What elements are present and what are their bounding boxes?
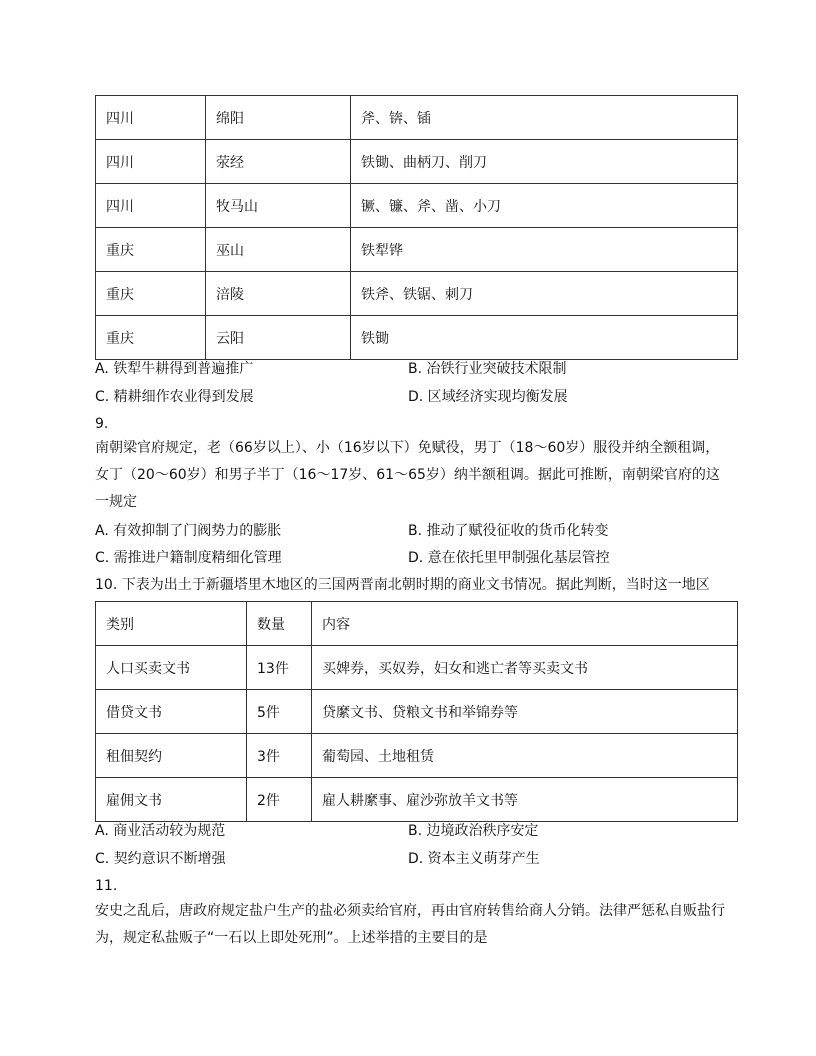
table-cell: 镢、镰、斧、凿、小刀 (351, 184, 738, 228)
question-stem: 南朝梁官府规定，老（66岁以上）、小（16岁以下）免赋役，男丁（18～60岁）服役并纳全额租调，女丁（20～60岁）和男子半丁（16～17岁、61～65岁）纳半额租调。据此可推断，南朝梁官府的这一规定 (95, 440, 720, 510)
table-cell: 四川 (96, 184, 206, 228)
table-cell: 贷縻文书、贷粮文书和举锦券等 (312, 690, 738, 734)
table-cell: 四川 (96, 96, 206, 140)
table-row (96, 272, 738, 316)
table-cell: 人口买卖文书 (96, 646, 247, 690)
option-a[interactable]: A. 铁犁牛耕得到普遍推广 (95, 361, 254, 377)
table-row (96, 96, 738, 140)
table-cell: 斧、锛、锸 (351, 96, 738, 140)
table-cell: 租佃契约 (96, 734, 247, 778)
table-cell: 5件 (247, 690, 312, 734)
table-header-row (96, 602, 738, 646)
question-number: 11. (95, 878, 118, 894)
table-row (96, 646, 738, 690)
table-cell: 绵阳 (206, 96, 351, 140)
table-cell: 2件 (247, 778, 312, 822)
option-b[interactable]: B. 推动了赋役征收的货币化转变 (408, 523, 609, 539)
option-d[interactable]: D. 区域经济实现均衡发展 (408, 389, 568, 405)
option-c[interactable]: C. 需推进户籍制度精细化管理 (95, 550, 282, 566)
table-cell: 雇人耕縻事、雇沙弥放羊文书等 (312, 778, 738, 822)
option-b[interactable]: B. 冶铁行业突破技术限制 (408, 361, 567, 377)
table-cell: 铁犁铧 (351, 228, 738, 272)
table-cell: 牧马山 (206, 184, 351, 228)
column-header: 数量 (247, 602, 312, 646)
option-b[interactable]: B. 边境政治秩序安定 (408, 823, 539, 839)
table-cell: 13件 (247, 646, 312, 690)
table-cell: 重庆 (96, 272, 206, 316)
option-c[interactable]: C. 契约意识不断增强 (95, 851, 226, 867)
table-row (96, 778, 738, 822)
option-a[interactable]: A. 商业活动较为规范 (95, 823, 226, 839)
table-cell: 雇佣文书 (96, 778, 247, 822)
table-row (96, 140, 738, 184)
table-row (96, 316, 738, 360)
table-cell: 重庆 (96, 228, 206, 272)
column-header: 类别 (96, 602, 247, 646)
column-header: 内容 (312, 602, 738, 646)
documents-table (95, 601, 738, 822)
table-row (96, 734, 738, 778)
table-cell: 云阳 (206, 316, 351, 360)
option-c[interactable]: C. 精耕细作农业得到发展 (95, 389, 254, 405)
table-cell: 巫山 (206, 228, 351, 272)
option-d[interactable]: D. 资本主义萌芽产生 (408, 851, 540, 867)
table-cell: 铁锄、曲柄刀、削刀 (351, 140, 738, 184)
table-row (96, 184, 738, 228)
table-row (96, 690, 738, 734)
table-cell: 铁斧、铁锯、刺刀 (351, 272, 738, 316)
table-cell: 葡萄园、土地租赁 (312, 734, 738, 778)
question-stem: 10. 下表为出土于新疆塔里木地区的三国两晋南北朝时期的商业文书情况。据此判断，当时这一地区 (95, 577, 710, 593)
option-a[interactable]: A. 有效抑制了门阀势力的膨胀 (95, 523, 282, 539)
table-cell: 3件 (247, 734, 312, 778)
option-d[interactable]: D. 意在依托里甲制强化基层管控 (408, 550, 610, 566)
table-cell: 四川 (96, 140, 206, 184)
table-cell: 涪陵 (206, 272, 351, 316)
question-stem: 安史之乱后，唐政府规定盐户生产的盐必须卖给官府，再由官府转售给商人分销。法律严惩私自贩盐行为，规定私盐贩子“一石以上即处死刑”。上述举措的主要目的是 (95, 903, 725, 946)
table-cell: 重庆 (96, 316, 206, 360)
table-cell: 铁锄 (351, 316, 738, 360)
table-row (96, 228, 738, 272)
question-number: 9. (95, 416, 109, 432)
table-cell: 荥经 (206, 140, 351, 184)
tools-table (95, 95, 738, 360)
table-cell: 借贷文书 (96, 690, 247, 734)
table-cell: 买婢券，买奴券，妇女和逃亡者等买卖文书 (312, 646, 738, 690)
